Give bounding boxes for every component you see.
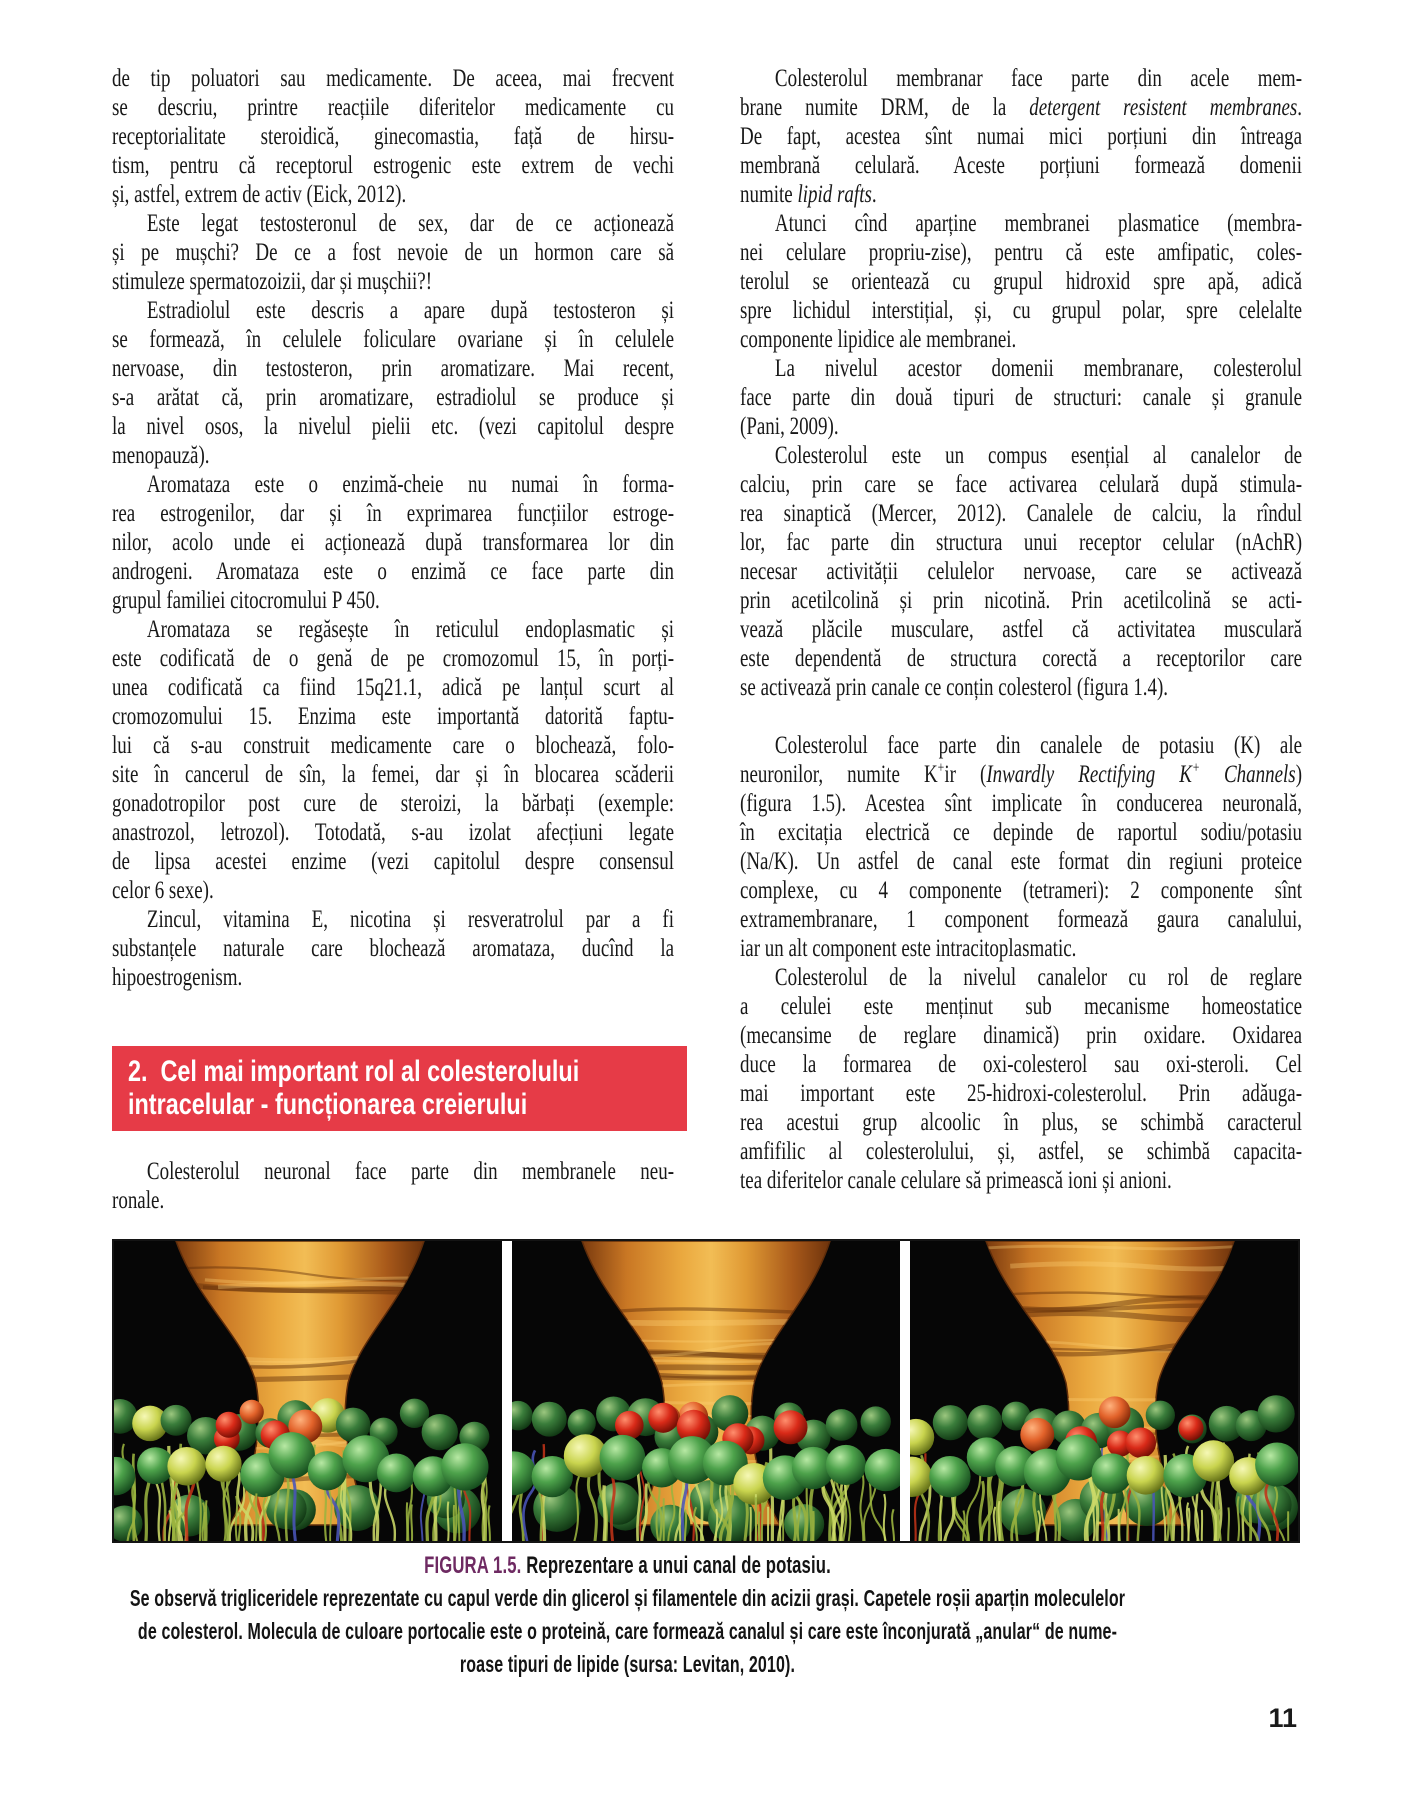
text-line: Colesterolul neuronal face parte din membranele neu- <box>146 1158 675 1185</box>
text-line: Este legat testosteronul de sex, dar de ce acționează <box>146 210 675 237</box>
text-line: a celulei este menținut sub mecanisme homeostatice <box>740 993 1303 1020</box>
paragraph <box>112 209 674 296</box>
text-line: Atunci cînd aparține membranei plasmatice (membra- <box>774 210 1303 237</box>
figure-panel-3 <box>910 1241 1298 1541</box>
text-line: în excitația electrică ce depinde de raportul sodiu/potasiu <box>740 819 1303 846</box>
text-line: (mecansime de reglare dinamică) prin oxidare. Oxidarea <box>740 1022 1303 1049</box>
text-line: Colesterolul membranar face parte din acele mem- <box>774 65 1303 92</box>
paragraph <box>740 441 1302 702</box>
text-line: membrană celulară. Aceste porțiuni formează domenii <box>740 152 1303 179</box>
text-line: spre lichidul interstițial, și, cu grupul polar, spre celelalte <box>740 297 1303 324</box>
figure-1-5 <box>112 1239 1300 1543</box>
left-column-text-top <box>112 64 674 992</box>
text-line: se activează prin canale ce conțin colesterol (figura 1.4). <box>740 674 1169 701</box>
section-heading-banner <box>112 1046 687 1131</box>
figure-caption <box>120 1549 1135 1681</box>
figure-caption-title-line <box>120 1549 1135 1582</box>
text-line: hipoestrogenism. <box>112 964 243 991</box>
paragraph <box>112 64 674 209</box>
text-line: lor, fac parte din structura unui receptor celular (nAchR) <box>740 529 1303 556</box>
text-line: componente lipidice ale membranei. <box>740 326 1017 353</box>
text-line: de tip poluatori sau medicamente. De aceea, mai frecvent <box>112 65 675 92</box>
section-heading <box>128 1055 674 1121</box>
text-line: și pe mușchi? De ce a fost nevoie de un hormon care să <box>112 239 675 266</box>
text-line: de lipsa acestei enzime (vezi capitolul despre consensul <box>112 848 675 875</box>
figure-caption-line: roase tipuri de lipide (sursa: Levitan, 2010). <box>459 1651 796 1677</box>
paragraph <box>112 615 674 905</box>
membrane-channel-illustration <box>114 1241 502 1541</box>
text-line: s-a arătat că, prin aromatizare, estradiolul se produce și <box>112 384 675 411</box>
section-heading-line1: 2. Cel mai important rol al colesterolului <box>128 1055 580 1088</box>
figure-panel-1 <box>114 1241 502 1541</box>
text-line: Colesterolul face parte din canalele de potasiu (K) ale <box>774 732 1303 759</box>
paragraph <box>112 1157 674 1215</box>
text-line: ronale. <box>112 1187 165 1214</box>
text-line: Colesterolul de la nivelul canalelor cu rol de reglare <box>774 964 1303 991</box>
text-line: gonadotropilor post cure de steroizi, la bărbați (exemple: <box>112 790 675 817</box>
text-line: terolul se orientează cu grupul hidroxid spre apă, adică <box>740 268 1303 295</box>
text-line: extramembranare, 1 component formează gaura canalului, <box>740 906 1303 933</box>
text-line: duce la formarea de oxi-colesterol sau oxi-steroli. Cel <box>740 1051 1303 1078</box>
text-line: iar un alt component este intracitoplasmatic. <box>740 935 1077 962</box>
text-columns <box>112 64 1303 1215</box>
text-line: mai important este 25-hidroxi-colesterolul. Prin adăuga- <box>740 1080 1303 1107</box>
text-line: brane numite DRM, de la detergent resistent membranes. <box>740 94 1303 121</box>
left-column <box>112 64 674 1215</box>
text-line: rea estrogenilor, dar și în exprimarea funcțiilor estroge- <box>112 500 675 527</box>
page-number: 11 <box>1268 1703 1297 1733</box>
text-line: rea acestui grup alcoolic în plus, se schimbă caracterul <box>740 1109 1303 1136</box>
text-line: stimuleze spermatozoizii, dar și mușchii?! <box>112 268 433 295</box>
text-line: La nivelul acestor domenii membranare, colesterolul <box>774 355 1303 382</box>
figure-caption-line: de colesterol. Molecula de culoare portocalie este o proteină, care formează canalul și care este înconjurată „anular“ de nume- <box>137 1618 1118 1644</box>
text-line: și, astfel, extrem de activ (Eick, 2012). <box>112 181 407 208</box>
text-line: grupul familiei citocromului P 450. <box>112 587 380 614</box>
section-heading-line2: intracelular - funcționarea creierului <box>128 1088 528 1121</box>
text-line: rea sinaptică (Mercer, 2012). Canalele de calciu, la rîndul <box>740 500 1303 527</box>
text-line: cromozomului 15. Enzima este importantă datorită faptu- <box>112 703 675 730</box>
text-line: De fapt, acestea sînt numai mici porțiuni din întreaga <box>740 123 1303 150</box>
paragraph <box>740 64 1302 209</box>
paragraph <box>740 354 1302 441</box>
text-line: necesar activității celulelor nervoase, care se activează <box>740 558 1303 585</box>
text-line: Colesterolul este un compus esențial al canalelor de <box>774 442 1303 469</box>
text-line: tea diferitelor canale celulare să primească ioni și anioni. <box>740 1167 1172 1194</box>
text-line: substanțele naturale care blochează aromataza, ducînd la <box>112 935 675 962</box>
text-line: amfifilic al colesterolului, și, astfel, se schimbă capacita- <box>740 1138 1303 1165</box>
text-line: se descriu, printre reacțiile diferitelor medicamente cu <box>112 94 675 121</box>
right-column <box>740 64 1302 1215</box>
figure-caption-label: FIGURA 1.5. <box>424 1552 522 1579</box>
text-line: face parte din două tipuri de structuri: canale și granule <box>740 384 1303 411</box>
paragraph <box>112 905 674 992</box>
text-line: Estradiolul este descris a apare după testosteron și <box>146 297 675 324</box>
text-line: lui că s-au construit medicamente care o blochează, folo- <box>112 732 675 759</box>
text-line: (Na/K). Un astfel de canal este format din regiuni proteice <box>740 848 1303 875</box>
text-line: este dependentă de structura corectă a receptorilor care <box>740 645 1303 672</box>
text-line: tism, pentru că receptorul estrogenic este extrem de vechi <box>112 152 675 179</box>
text-line: site în cancerul de sîn, la femei, dar și în blocarea scăderii <box>112 761 675 788</box>
figure-caption-line: Se observă trigliceridele reprezentate cu capul verde din glicerol și filamentele din acizii grași. Capetele roșii aparțin moleculelor <box>129 1585 1126 1611</box>
text-line: Aromataza se regăsește în reticulul endoplasmatic și <box>146 616 675 643</box>
text-line: celor 6 sexe). <box>112 877 214 904</box>
text-line: calciu, prin care se face activarea celulară după stimula- <box>740 471 1303 498</box>
figure-caption-title: Reprezentare a unui canal de potasiu. <box>521 1552 831 1579</box>
right-column-text <box>740 64 1302 1195</box>
text-line: se formează, în celulele foliculare ovariane și în celulele <box>112 326 675 353</box>
text-line: numite lipid rafts. <box>740 181 877 208</box>
text-line: (figura 1.5). Acestea sînt implicate în conducerea neuronală, <box>740 790 1303 817</box>
text-line: neuronilor, numite K+ir (Inwardly Rectifying K+ Channels) <box>740 759 1303 788</box>
text-line: complexe, cu 4 componente (tetrameri): 2 componente sînt <box>740 877 1303 904</box>
text-line: anastrozol, letrozol). Totodată, s-au izolat afecțiuni legate <box>112 819 675 846</box>
text-line: unea codificată ca fiind 15q21.1, adică pe lanțul scurt al <box>112 674 675 701</box>
paragraph <box>740 209 1302 354</box>
figure-panel-2 <box>512 1241 900 1541</box>
left-column-text-bottom <box>112 1157 674 1215</box>
text-line: la nivel osos, la nivelul pielii etc. (vezi capitolul despre <box>112 413 675 440</box>
text-line: (Pani, 2009). <box>740 413 839 440</box>
paragraph <box>740 731 1302 963</box>
text-line: nei celulare propriu-zise), pentru că este amfipatic, coles- <box>740 239 1303 266</box>
paragraph <box>112 470 674 615</box>
text-line: receptorialitate steroidică, ginecomastia, față de hirsu- <box>112 123 675 150</box>
paragraph <box>112 296 674 470</box>
membrane-channel-illustration <box>512 1241 900 1541</box>
paragraph <box>740 963 1302 1195</box>
text-line: androgeni. Aromataza este o enzimă ce face parte din <box>112 558 675 585</box>
text-line: vează plăcile musculare, astfel că activitatea musculară <box>740 616 1303 643</box>
text-line: Aromataza este o enzimă-cheie nu numai în forma- <box>146 471 675 498</box>
text-line: este codificată de o genă de pe cromozomul 15, în porți- <box>112 645 675 672</box>
text-line: prin acetilcolină și prin nicotină. Prin acetilcolină se acti- <box>740 587 1303 614</box>
text-line: menopauză). <box>112 442 210 469</box>
membrane-channel-illustration <box>910 1241 1298 1541</box>
text-line: Zincul, vitamina E, nicotina și resveratrolul par a fi <box>146 906 675 933</box>
text-line: nilor, acolo unde ei acționează după transformarea lor din <box>112 529 675 556</box>
text-line: nervoase, din testosteron, prin aromatizare. Mai recent, <box>112 355 675 382</box>
